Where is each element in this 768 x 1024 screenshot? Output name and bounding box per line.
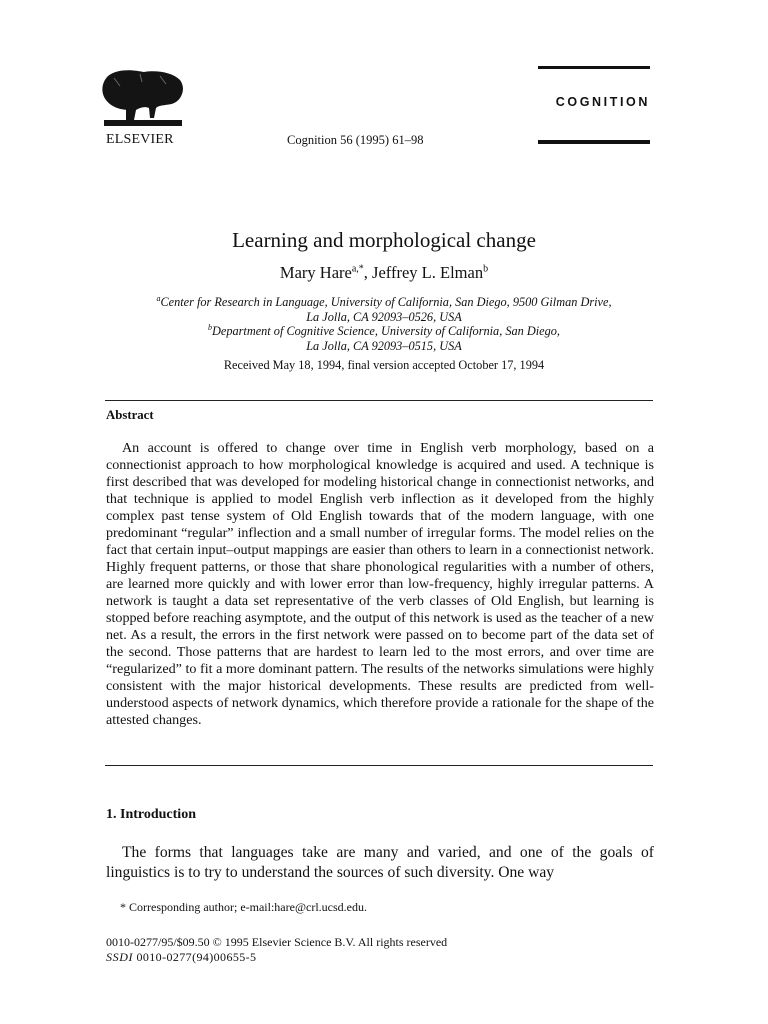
affiliation-line: Department of Cognitive Science, University of California, San Diego, (211, 324, 560, 339)
abstract-body: An account is offered to change over time in English verb morphology, based on a connectionist approach to how morphological knowledge is acquired and used. A technique is first described that was developed for modeling historical change in connectionist networks, and that technique is applied to model English verb inflection as it developed from the highly complex past tense system of Old English towards that of the modern language, with one predominant “regular” inflection and a small number of irregular forms. The model relies on the fact that certain input–output mappings are easier than others to learn in a connectionist network. Highly frequent patterns, or those that share phonological regularities with a number of others, are learned more quickly and with lower error than low-frequency, highly irregular patterns. A network is taught a data set representative of the verb classes of Old English, but learning is stopped before reaching asymptote, and the output of this network is used as the teacher of a new net. As a result, the errors in the first network were passed on to become part of the data set of the second. Those patterns that are hardest to learn led to the most errors, and over time are “regularized” to fit a more dominant pattern. The results of the networks simulations were highly consistent with the major historical developments. These results are predicted from well-understood aspects of network dynamics, which therefore provide a rationale for the shape of the attested changes. (106, 440, 654, 728)
section-heading: 1. Introduction (106, 807, 196, 822)
journal-rule-top (538, 66, 650, 69)
affiliation-line: Center for Research in Language, University of California, San Diego, 9500 Gilman Drive, (160, 295, 612, 310)
intro-paragraph: The forms that languages take are many and varied, and one of the goals of linguistics is to try to understand the sources of such diversity. One way (106, 844, 654, 881)
affiliation-line: La Jolla, CA 92093–0526, USA (306, 310, 462, 325)
author-marks: b (483, 263, 489, 275)
copyright-line: 0010-0277/95/$09.50 © 1995 Elsevier Science B.V. All rights reserved (106, 935, 448, 949)
author-list: Mary Hare$^{a,*}$, Jeffrey L. Elman$^b$ (279, 263, 489, 282)
journal-rule-bottom (538, 140, 650, 144)
corresponding-author-footnote: * Corresponding author; e-mail:hare@crl.ucsd.edu. (120, 900, 367, 914)
author-name: Jeffrey L. Elman (372, 263, 484, 282)
received-dates: Received May 18, 1994, final version accepted October 17, 1994 (223, 358, 545, 372)
affiliation-mark: b (207, 323, 212, 332)
journal-name: COGNITION (555, 95, 650, 109)
affiliation-mark: a (156, 294, 161, 303)
citation: Cognition 56 (1995) 61–98 (287, 133, 424, 147)
abstract-heading: Abstract (106, 408, 154, 422)
publisher-name: ELSEVIER (106, 132, 174, 147)
abstract-rule-bottom (105, 765, 653, 766)
elsevier-tree-logo (100, 68, 186, 130)
ssdi-label: SSDI (106, 950, 134, 964)
ssdi-line (106, 950, 256, 965)
author-name: Mary Hare (279, 263, 352, 282)
affiliation-line: La Jolla, CA 92093–0515, USA (306, 339, 462, 354)
abstract-rule-top (105, 400, 653, 401)
author-marks: a,* (351, 263, 364, 275)
affiliation-b (0, 320, 768, 354)
paper-title: Learning and morphological change (232, 228, 536, 252)
ssdi-code: 0010-0277(94)00655-5 (136, 950, 257, 964)
